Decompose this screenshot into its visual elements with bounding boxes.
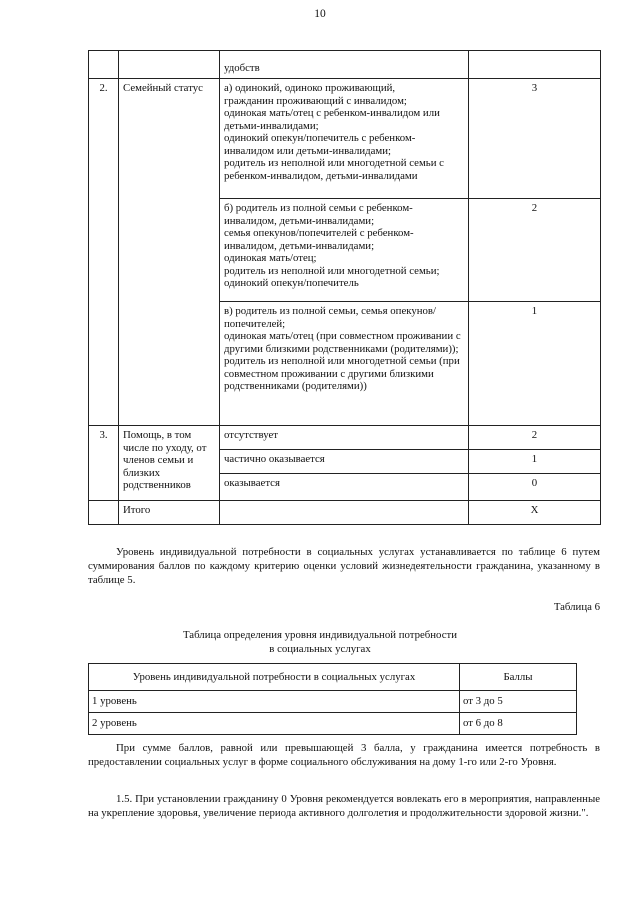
- column-header: Баллы: [460, 664, 577, 691]
- points-cell: от 6 до 8: [460, 713, 577, 735]
- table-header-row: [89, 664, 577, 691]
- criterion-cell: [119, 51, 220, 79]
- description-cell: в) родитель из полной семьи, семья опекунов/попечителей; одинокая мать/отец (при совместном проживании с другими близкими родственниками (родителями)); родитель из неполной или многодетной семьи (при совместном проживании с другими близкими родственниками (родителями)): [220, 302, 469, 426]
- table6-label: Таблица 6: [553, 601, 600, 613]
- paragraph-table6-reference: Уровень индивидуальной потребности в социальных услугах устанавливается по таблице 6 путем суммирования баллов по каждому критерию оценки условий жизнедеятельности гражданина, указанному в таблице 5.: [88, 546, 600, 587]
- description-cell: отсутствует: [220, 426, 469, 450]
- row-number: [89, 51, 119, 79]
- score-cell: 3: [469, 79, 601, 199]
- score-cell: 1: [469, 450, 601, 474]
- paragraph-1-5: 1.5. При установлении гражданину 0 Уровня рекомендуется вовлекать его в мероприятия, направленные на укрепление здоровья, увеличение периода активного долголетия и продолжительности здоровой жизни.".: [88, 793, 600, 820]
- description-cell: удобств: [220, 51, 469, 79]
- points-cell: от 3 до 5: [460, 691, 577, 713]
- description-cell: оказывается: [220, 474, 469, 501]
- table-row: [89, 713, 577, 735]
- score-cell: 2: [469, 426, 601, 450]
- table-row: [89, 426, 601, 450]
- criterion-cell: Семейный статус: [119, 79, 220, 426]
- table-row: [89, 51, 601, 79]
- criterion-cell: Помощь, в том числе по уходу, от членов семьи и близких родственников: [119, 426, 220, 501]
- table6-caption-line: в социальных услугах: [269, 643, 371, 656]
- table-row: [89, 79, 601, 199]
- table6-caption-line: Таблица определения уровня индивидуальной потребности: [182, 629, 458, 641]
- table-row: [89, 691, 577, 713]
- total-label: Итого: [119, 501, 220, 525]
- table6-caption: [0, 628, 640, 656]
- description-cell: а) одинокий, одиноко проживающий, гражданин проживающий с инвалидом; одинокая мать/отец с ребенком-инвалидом или детьми-инвалидами; одинокий опекун/попечитель с ребенком-инвалидом или детьми-инвалидами; родитель из неполной или многодетной семьи с ребенком-инвалидом, детьми-инвалидами: [220, 79, 469, 199]
- row-number: 3.: [89, 426, 119, 501]
- table-row: [89, 501, 601, 525]
- score-cell: 2: [469, 199, 601, 302]
- score-cell: 1: [469, 302, 601, 426]
- paragraph-levels-conclusion: При сумме баллов, равной или превышающей 3 балла, у гражданина имеется потребность в предоставлении социальных услуг в форме социального обслуживания на дому 1-го или 2-го Уровня.: [88, 742, 600, 769]
- score-cell: Х: [469, 501, 601, 525]
- column-header: Уровень индивидуальной потребности в социальных услугах: [89, 664, 460, 691]
- description-cell: б) родитель из полной семьи с ребенком-инвалидом, детьми-инвалидами; семья опекунов/попечителей с ребенком-инвалидом, детьми-инвалидами; одинокая мать/отец; родитель из неполной или многодетной семьи; одинокий опекун/попечитель: [220, 199, 469, 302]
- score-cell: 0: [469, 474, 601, 501]
- level-cell: 1 уровень: [89, 691, 460, 713]
- description-cell: частично оказывается: [220, 450, 469, 474]
- criteria-table: [88, 50, 601, 525]
- description-cell: [220, 501, 469, 525]
- levels-table: [88, 663, 577, 735]
- row-number: 2.: [89, 79, 119, 426]
- row-number: [89, 501, 119, 525]
- page-number: 10: [314, 8, 326, 20]
- level-cell: 2 уровень: [89, 713, 460, 735]
- score-cell: [469, 51, 601, 79]
